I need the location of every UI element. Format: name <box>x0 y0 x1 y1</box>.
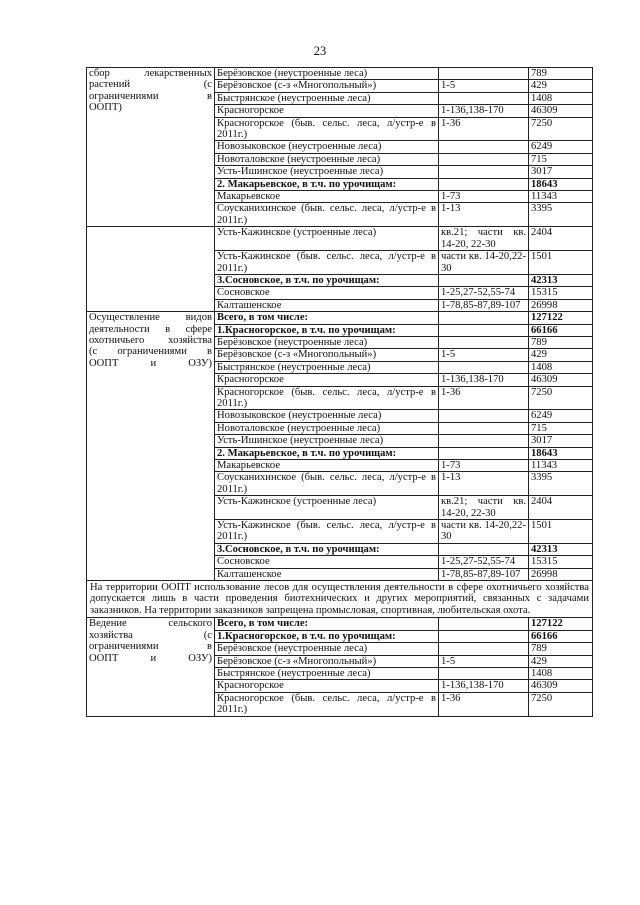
quarters-cell: 1-36 <box>439 692 529 716</box>
tract-name-cell: Быстрянское (неустроенные леса) <box>215 92 439 104</box>
table-row <box>87 68 593 80</box>
tract-name-cell: Красногорское (быв. сельс. леса, л/устр-е в 2011г.) <box>215 692 439 716</box>
area-cell: 3395 <box>529 472 593 496</box>
quarters-cell: 1-136,138-170 <box>439 680 529 692</box>
area-cell: 46309 <box>529 374 593 386</box>
category-line: ООПТ) <box>89 102 122 114</box>
tract-name-cell: Красногорское <box>215 680 439 692</box>
area-cell: 11343 <box>529 191 593 203</box>
area-cell: 715 <box>529 153 593 165</box>
tract-name-cell: 1.Красногорское, в т.ч. по урочищам: <box>215 630 439 642</box>
category-line: ООПТ и ОЗУ) <box>89 652 212 664</box>
quarters-cell <box>439 68 529 80</box>
area-cell: 26998 <box>529 299 593 311</box>
category-line: Осуществление видов <box>89 312 212 324</box>
tract-name-cell: Усть-Ишинское (неустроенные леса) <box>215 166 439 178</box>
tract-name-cell: Берёзовское (неустроенные леса) <box>215 336 439 348</box>
section-note <box>87 581 593 618</box>
section-herb-collection <box>87 68 593 312</box>
tract-name-cell: Усть-Кажинское (быв. сельс. леса, л/устр-е в 2011г.) <box>215 251 439 275</box>
tract-name-cell: 1.Красногорское, в т.ч. по урочищам: <box>215 324 439 336</box>
tract-name-cell: Калташенское <box>215 568 439 580</box>
tract-name-cell: Всего, в том числе: <box>215 618 439 630</box>
category-cell <box>87 312 215 581</box>
tract-name-cell: Сосновское <box>215 287 439 299</box>
quarters-cell: 1-78,85-87,89-107 <box>439 299 529 311</box>
quarters-cell: 1-36 <box>439 117 529 141</box>
quarters-cell: 1-5 <box>439 80 529 92</box>
tract-name-cell: Новоталовское (неустроенные леса) <box>215 422 439 434</box>
area-cell: 18643 <box>529 178 593 190</box>
tract-name-cell: Берёзовское (с-з «Многопольный») <box>215 655 439 667</box>
tract-name-cell: Берёзовское (с-з «Многопольный») <box>215 349 439 361</box>
area-cell: 66166 <box>529 630 593 642</box>
quarters-cell <box>439 435 529 447</box>
tract-name-cell: Соусканихинское (быв. сельс. леса, л/устр-е в 2011г.) <box>215 472 439 496</box>
table-row <box>87 227 593 251</box>
area-cell: 789 <box>529 68 593 80</box>
area-cell: 66166 <box>529 324 593 336</box>
note-row <box>87 581 593 618</box>
tract-name-cell: Калташенское <box>215 299 439 311</box>
tract-name-cell: Новозыковское (неустроенные леса) <box>215 410 439 422</box>
quarters-cell: 1-36 <box>439 386 529 410</box>
tract-name-cell: Макарьевское <box>215 191 439 203</box>
quarters-cell: 1-5 <box>439 655 529 667</box>
quarters-cell <box>439 618 529 630</box>
tract-name-cell: Красногорское <box>215 374 439 386</box>
category-line: (с ограничениями в <box>89 346 212 358</box>
area-cell: 789 <box>529 336 593 348</box>
quarters-cell <box>439 141 529 153</box>
area-cell: 1408 <box>529 92 593 104</box>
area-cell: 7250 <box>529 386 593 410</box>
area-cell: 1408 <box>529 667 593 679</box>
tract-name-cell: Берёзовское (неустроенные леса) <box>215 643 439 655</box>
tract-name-cell: Всего, в том числе: <box>215 312 439 324</box>
tract-name-cell: Новоталовское (неустроенные леса) <box>215 153 439 165</box>
category-line: растений (с <box>89 79 212 91</box>
tract-name-cell: Красногорское (быв. сельс. леса, л/устр-е в 2011г.) <box>215 117 439 141</box>
quarters-cell <box>439 410 529 422</box>
tract-name-cell: Красногорское <box>215 105 439 117</box>
quarters-cell: 1-25,27-52,55-74 <box>439 556 529 568</box>
quarters-cell <box>439 153 529 165</box>
area-cell: 127122 <box>529 312 593 324</box>
area-cell: 46309 <box>529 680 593 692</box>
category-line: охотничьего хозяйства <box>89 334 212 346</box>
tract-name-cell: Красногорское (быв. сельс. леса, л/устр-е в 2011г.) <box>215 386 439 410</box>
quarters-cell: 1-136,138-170 <box>439 374 529 386</box>
category-cell <box>87 227 215 312</box>
area-cell: 715 <box>529 422 593 434</box>
section-hunting <box>87 312 593 581</box>
area-cell: 1501 <box>529 520 593 544</box>
area-cell: 429 <box>529 349 593 361</box>
tract-name-cell: Новозыковское (неустроенные леса) <box>215 141 439 153</box>
area-cell: 2404 <box>529 496 593 520</box>
area-cell: 3395 <box>529 203 593 227</box>
area-cell: 1408 <box>529 361 593 373</box>
category-line: ООПТ и ОЗУ) <box>89 357 212 369</box>
area-cell: 11343 <box>529 460 593 472</box>
area-cell: 429 <box>529 80 593 92</box>
category-line: сбор лекарственных <box>89 68 212 79</box>
area-cell: 789 <box>529 643 593 655</box>
tract-name-cell: 2. Макарьевское, в т.ч. по урочищам: <box>215 178 439 190</box>
quarters-cell <box>439 92 529 104</box>
quarters-cell <box>439 166 529 178</box>
section-agriculture <box>87 618 593 716</box>
area-cell: 3017 <box>529 435 593 447</box>
forest-use-table <box>86 67 593 717</box>
quarters-cell: 1-25,27-52,55-74 <box>439 287 529 299</box>
tract-name-cell: Берёзовское (неустроенные леса) <box>215 68 439 80</box>
quarters-cell <box>439 543 529 555</box>
quarters-cell: 1-78,85-87,89-107 <box>439 568 529 580</box>
area-cell: 42313 <box>529 274 593 286</box>
tract-name-cell: Быстрянское (неустроенные леса) <box>215 667 439 679</box>
quarters-cell <box>439 178 529 190</box>
category-line: деятельности в сфере <box>89 323 212 335</box>
table-row <box>87 312 593 324</box>
area-cell: 2404 <box>529 227 593 251</box>
category-line: хозяйства (с <box>89 629 212 641</box>
tract-name-cell: 3.Сосновское, в т.ч. по урочищам: <box>215 543 439 555</box>
tract-name-cell: Усть-Кажинское (устроенные леса) <box>215 496 439 520</box>
area-cell: 46309 <box>529 105 593 117</box>
quarters-cell <box>439 312 529 324</box>
quarters-cell: части кв. 14-20,22-30 <box>439 251 529 275</box>
area-cell: 3017 <box>529 166 593 178</box>
area-cell: 1501 <box>529 251 593 275</box>
tract-name-cell: Усть-Ишинское (неустроенные леса) <box>215 435 439 447</box>
area-cell: 26998 <box>529 568 593 580</box>
quarters-cell <box>439 630 529 642</box>
area-cell: 7250 <box>529 692 593 716</box>
tract-name-cell: Макарьевское <box>215 460 439 472</box>
quarters-cell <box>439 336 529 348</box>
category-line: ограничениями в <box>89 641 212 653</box>
category-cell <box>87 68 215 227</box>
tract-name-cell: Усть-Кажинское (быв. сельс. леса, л/устр-е в 2011г.) <box>215 520 439 544</box>
quarters-cell <box>439 274 529 286</box>
quarters-cell: 1-136,138-170 <box>439 105 529 117</box>
page-number: 23 <box>313 44 327 58</box>
area-cell: 6249 <box>529 410 593 422</box>
tract-name-cell: Соусканихинское (быв. сельс. леса, л/устр-е в 2011г.) <box>215 203 439 227</box>
tract-name-cell: Берёзовское (с-з «Многопольный») <box>215 80 439 92</box>
tract-name-cell: Сосновское <box>215 556 439 568</box>
category-line: ограничениями в <box>89 90 212 102</box>
area-cell: 127122 <box>529 618 593 630</box>
quarters-cell: части кв. 14-20,22-30 <box>439 520 529 544</box>
quarters-cell: 1-73 <box>439 460 529 472</box>
category-cell <box>87 618 215 716</box>
area-cell: 7250 <box>529 117 593 141</box>
quarters-cell <box>439 447 529 459</box>
quarters-cell: 1-5 <box>439 349 529 361</box>
tract-name-cell: Усть-Кажинское (устроенные леса) <box>215 227 439 251</box>
quarters-cell: 1-73 <box>439 191 529 203</box>
quarters-cell <box>439 422 529 434</box>
quarters-cell <box>439 361 529 373</box>
quarters-cell <box>439 643 529 655</box>
quarters-cell: 1-13 <box>439 472 529 496</box>
table-row <box>87 618 593 630</box>
quarters-cell: 1-13 <box>439 203 529 227</box>
area-cell: 15315 <box>529 556 593 568</box>
quarters-cell: кв.21; части кв. 14-20, 22-30 <box>439 227 529 251</box>
area-cell: 18643 <box>529 447 593 459</box>
area-cell: 429 <box>529 655 593 667</box>
quarters-cell <box>439 324 529 336</box>
category-line: Ведение сельского <box>89 618 212 630</box>
tract-name-cell: 3.Сосновское, в т.ч. по урочищам: <box>215 274 439 286</box>
area-cell: 42313 <box>529 543 593 555</box>
tract-name-cell: Быстрянское (неустроенные леса) <box>215 361 439 373</box>
area-cell: 15315 <box>529 287 593 299</box>
note-text: На территории ООПТ использование лесов для осуществления деятельности в сфере охотничьего хозяйства допускается лишь в части проведения биотехнических и других мероприятий, связанных с задачами заказников. На территории заказников запрещена промысловая, спортивная, любительская охота. <box>87 581 593 618</box>
tract-name-cell: 2. Макарьевское, в т.ч. по урочищам: <box>215 447 439 459</box>
quarters-cell <box>439 667 529 679</box>
quarters-cell: кв.21; части кв. 14-20, 22-30 <box>439 496 529 520</box>
area-cell: 6249 <box>529 141 593 153</box>
